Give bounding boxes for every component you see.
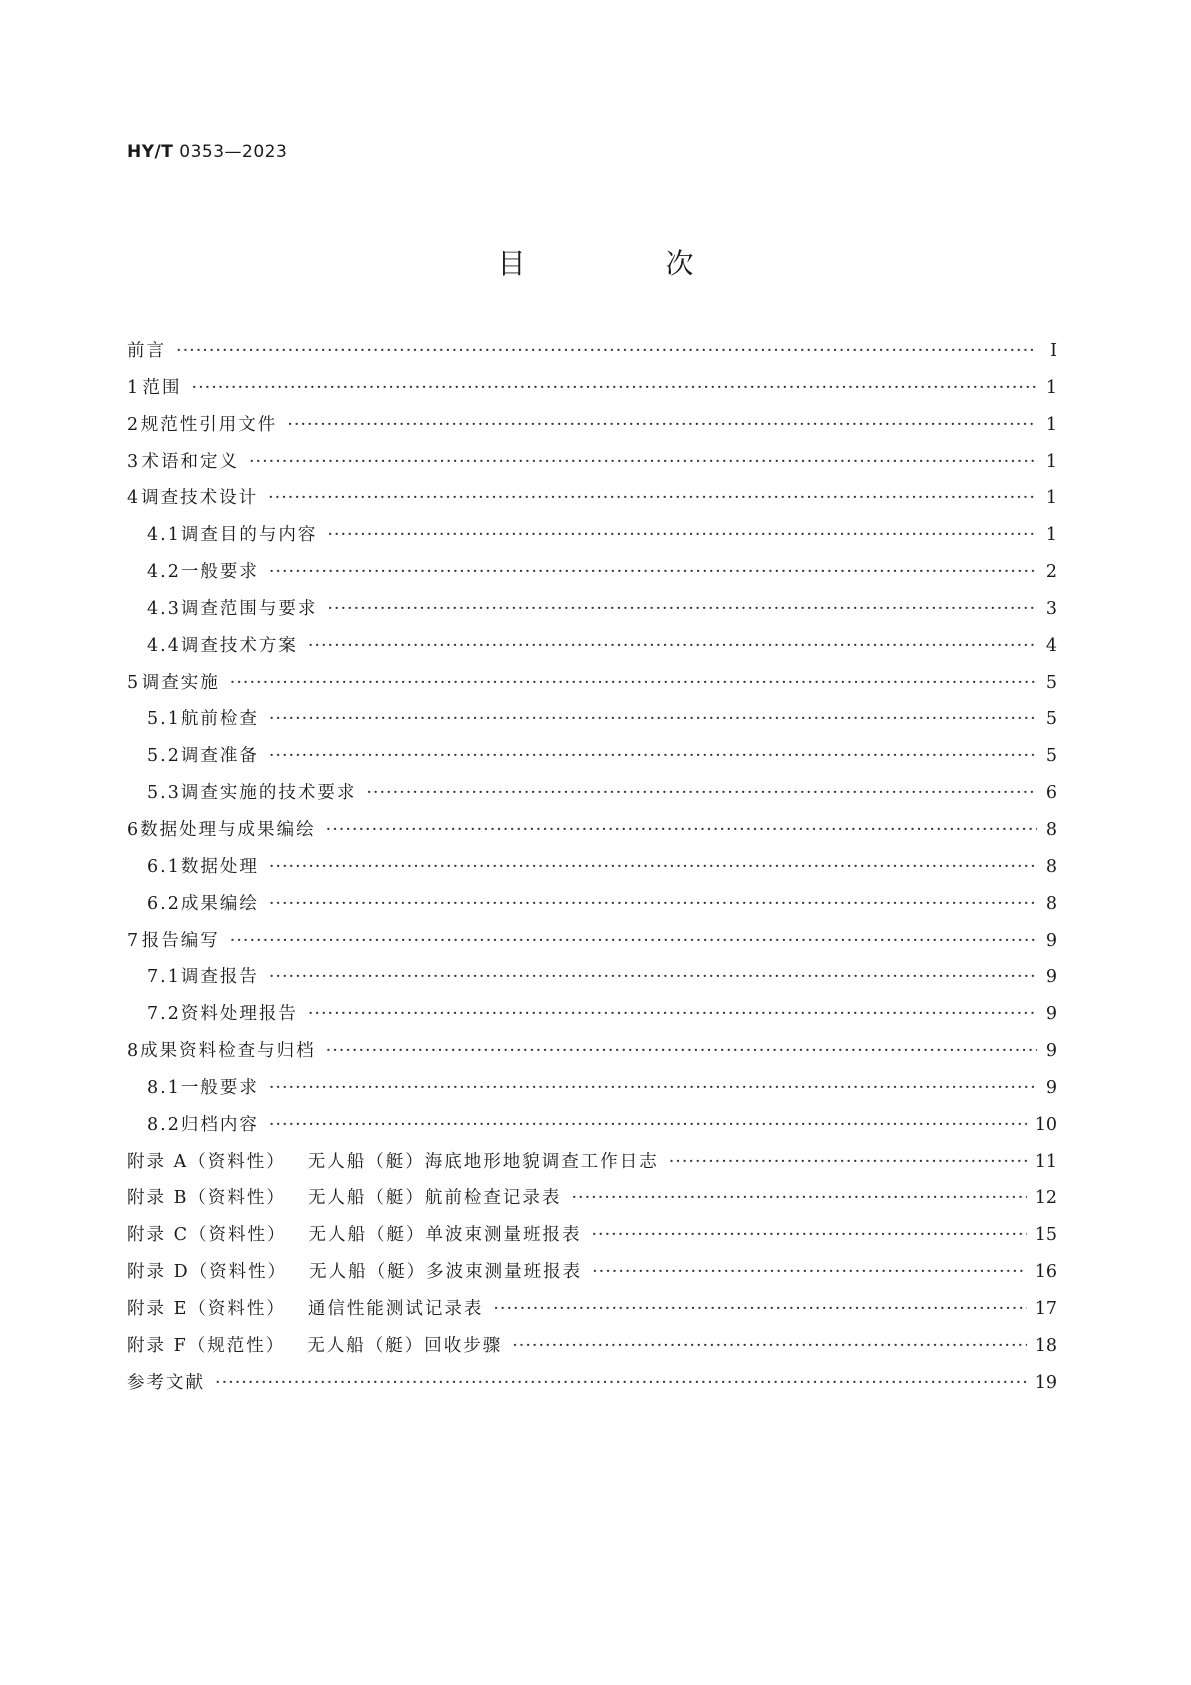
toc-entry-number: 7.2 (147, 1004, 181, 1025)
toc-entry-title: 调查范围与要求 (180, 598, 318, 619)
toc-entry-page: 3 (1045, 598, 1057, 619)
toc-entry-appendix-label: 附录 E（资料性） (127, 1298, 286, 1319)
toc-entry-number: 5.2 (147, 746, 181, 767)
toc-dot-leader (249, 449, 1037, 475)
toc-entry-number: 3 (127, 451, 141, 472)
toc-entry-page: 2 (1045, 562, 1057, 583)
toc-entry[interactable] (127, 1185, 1057, 1222)
toc-entry[interactable] (127, 670, 1057, 707)
toc-dot-leader (591, 1222, 1026, 1248)
toc-entry-title: 调查目的与内容 (180, 525, 318, 546)
toc-entry-title: 调查技术设计 (141, 488, 259, 509)
toc-dot-leader (269, 891, 1037, 917)
toc-entry[interactable] (127, 964, 1057, 1001)
toc-dot-leader (268, 485, 1037, 511)
toc-entry-appendix-label: 附录 F（规范性） (127, 1335, 286, 1356)
toc-entry-number: 7.1 (147, 967, 181, 988)
toc-entry-page: 9 (1045, 1041, 1057, 1062)
toc-entry-page: 9 (1045, 967, 1057, 988)
toc-dot-leader (192, 375, 1038, 401)
toc-entry-page: 5 (1045, 746, 1057, 767)
toc-entry-number: 4.3 (147, 598, 181, 619)
toc-dot-leader (326, 817, 1037, 843)
toc-entry[interactable] (127, 854, 1057, 891)
toc-dot-leader (269, 559, 1037, 585)
toc-entry-title: 成果资料检查与归档 (140, 1041, 316, 1062)
toc-entry-number: 4 (127, 488, 141, 509)
toc-entry[interactable] (127, 780, 1057, 817)
toc-entry-title: 规范性引用文件 (140, 414, 278, 435)
toc-entry-number: 8 (127, 1041, 141, 1062)
toc-entry-number: 5 (127, 672, 141, 693)
toc-entry-page: 1 (1045, 414, 1057, 435)
toc-entry-title: 无人船（艇）航前检查记录表 (307, 1188, 562, 1209)
toc-entry[interactable] (127, 1149, 1057, 1186)
toc-entry[interactable] (127, 817, 1057, 854)
document-code-prefix: HY/T (127, 142, 174, 162)
toc-dot-leader (327, 522, 1037, 548)
toc-entry[interactable] (127, 375, 1057, 412)
toc-entry[interactable] (127, 1038, 1057, 1075)
toc-entry-number: 5.1 (147, 709, 181, 730)
toc-dot-leader (287, 412, 1037, 438)
toc-entry[interactable] (127, 1370, 1057, 1407)
toc-entry-page: 8 (1045, 819, 1057, 840)
toc-dot-leader (327, 596, 1037, 622)
toc-entry-number: 4.1 (147, 525, 181, 546)
toc-dot-leader (269, 964, 1037, 990)
toc-entry-page: 1 (1045, 488, 1057, 509)
document-code-number: 0353—2023 (179, 142, 288, 162)
toc-dot-leader (308, 1001, 1037, 1027)
toc-entry-title: 调查实施的技术要求 (180, 783, 357, 804)
toc-dot-leader (215, 1370, 1027, 1396)
toc-entry-title: 调查报告 (180, 967, 259, 988)
toc-entry-appendix-label: 附录 C（资料性） (127, 1225, 287, 1246)
toc-entry[interactable] (127, 1333, 1057, 1370)
toc-entry-title: 术语和定义 (141, 451, 239, 472)
toc-entry-page: 17 (1034, 1298, 1057, 1319)
toc-entry-page: 18 (1034, 1335, 1057, 1356)
toc-dot-leader (230, 670, 1037, 696)
toc-entry[interactable] (127, 706, 1057, 743)
toc-entry-title: 成果编绘 (180, 893, 259, 914)
toc-entry[interactable] (127, 485, 1057, 522)
toc-entry-page: 9 (1045, 930, 1057, 951)
toc-dot-leader (592, 1259, 1027, 1285)
toc-entry-appendix-label: 附录 A（资料性） (127, 1151, 286, 1172)
toc-entry-number: 6.2 (147, 893, 181, 914)
toc-entry[interactable] (127, 743, 1057, 780)
toc-entry[interactable] (127, 1222, 1057, 1259)
toc-entry-title: 范围 (142, 377, 182, 398)
toc-dot-leader (366, 780, 1037, 806)
toc-entry[interactable] (127, 449, 1057, 486)
toc-entry-page: 11 (1034, 1151, 1057, 1172)
toc-entry-title: 无人船（艇）海底地形地貌调查工作日志 (307, 1151, 659, 1172)
toc-dot-leader (493, 1296, 1026, 1322)
toc-entry-page: 19 (1034, 1372, 1057, 1393)
toc-entry-number: 1 (127, 377, 141, 398)
toc-entry[interactable] (127, 559, 1057, 596)
toc-entry-appendix-label: 附录 B（资料性） (127, 1188, 286, 1209)
toc-entry-title: 数据处理 (180, 856, 259, 877)
toc-entry[interactable] (127, 596, 1057, 633)
toc-entry[interactable] (127, 412, 1057, 449)
toc-entry-title: 参考文献 (127, 1372, 205, 1393)
toc-dot-leader (269, 743, 1037, 769)
toc-entry-number: 2 (127, 414, 141, 435)
toc-entry-number: 6 (127, 819, 141, 840)
toc-entry[interactable] (127, 1112, 1057, 1149)
toc-entry-page: 1 (1045, 525, 1057, 546)
toc-entry-title: 资料处理报告 (180, 1004, 298, 1025)
toc-entry-page: 9 (1045, 1077, 1057, 1098)
toc-entry[interactable] (127, 891, 1057, 928)
toc-dot-leader (308, 633, 1037, 659)
toc-entry-page: 6 (1045, 783, 1057, 804)
toc-dot-leader (571, 1185, 1026, 1211)
toc-entry-title: 航前检查 (180, 709, 259, 730)
toc-entry[interactable] (127, 1001, 1057, 1038)
toc-entry[interactable] (127, 522, 1057, 559)
toc-entry-title: 一般要求 (180, 1077, 259, 1098)
toc-entry-number: 8.2 (147, 1114, 181, 1135)
toc-dot-leader (269, 706, 1037, 732)
toc-entry-title: 归档内容 (180, 1114, 259, 1135)
toc-entry-number: 7 (127, 930, 141, 951)
toc-entry-page: 5 (1045, 672, 1057, 693)
toc-entry[interactable] (127, 633, 1057, 670)
toc-entry-title: 无人船（艇）单波束测量班报表 (308, 1225, 582, 1246)
toc-entry-title: 报告编写 (141, 930, 220, 951)
toc-entry-page: 16 (1034, 1262, 1057, 1283)
toc-entry-number: 5.3 (147, 783, 181, 804)
toc-entry-number: 4.2 (147, 562, 181, 583)
toc-dot-leader (669, 1149, 1027, 1175)
toc-entry-page: 10 (1034, 1114, 1057, 1135)
toc-entry[interactable] (127, 1259, 1057, 1296)
toc-entry-title: 调查技术方案 (180, 635, 298, 656)
toc-dot-leader (176, 338, 1037, 364)
toc-entry[interactable] (127, 1296, 1057, 1333)
toc-entry-page: 9 (1045, 1004, 1057, 1025)
toc-entry[interactable] (127, 338, 1057, 375)
toc-entry-page: 12 (1034, 1188, 1057, 1209)
toc-entry-appendix-label: 附录 D（资料性） (127, 1262, 288, 1283)
toc-entry-title: 数据处理与成果编绘 (140, 819, 316, 840)
toc-entry-page: 5 (1045, 709, 1057, 730)
table-of-contents (127, 338, 1057, 1406)
toc-entry-title: 一般要求 (180, 562, 259, 583)
toc-dot-leader (269, 854, 1037, 880)
toc-entry-number: 8.1 (147, 1077, 181, 1098)
toc-title: 目 次 (497, 247, 750, 280)
toc-entry-page: 15 (1034, 1225, 1057, 1246)
toc-entry-page: 1 (1045, 377, 1057, 398)
toc-entry-title: 无人船（艇）多波束测量班报表 (309, 1262, 583, 1283)
toc-entry-page: 4 (1045, 635, 1057, 656)
toc-dot-leader (269, 1075, 1037, 1101)
toc-dot-leader (326, 1038, 1037, 1064)
toc-entry-title: 调查实施 (141, 672, 220, 693)
toc-dot-leader (269, 1112, 1027, 1138)
toc-entry-title: 无人船（艇）回收步骤 (307, 1335, 503, 1356)
toc-entry-number: 6.1 (147, 856, 181, 877)
toc-entry-title: 前言 (127, 341, 166, 361)
toc-entry-title: 通信性能测试记录表 (307, 1298, 484, 1319)
toc-entry-page: 8 (1045, 856, 1057, 877)
toc-entry-number: 4.4 (147, 635, 181, 656)
toc-entry-page: 8 (1045, 893, 1057, 914)
toc-entry-page: Ⅰ (1050, 341, 1057, 361)
toc-entry-page: 1 (1045, 451, 1057, 472)
toc-dot-leader (512, 1333, 1027, 1359)
toc-entry[interactable] (127, 1075, 1057, 1112)
toc-dot-leader (230, 928, 1037, 954)
toc-entry-title: 调查准备 (180, 746, 259, 767)
toc-entry[interactable] (127, 928, 1057, 965)
document-code (127, 140, 287, 164)
